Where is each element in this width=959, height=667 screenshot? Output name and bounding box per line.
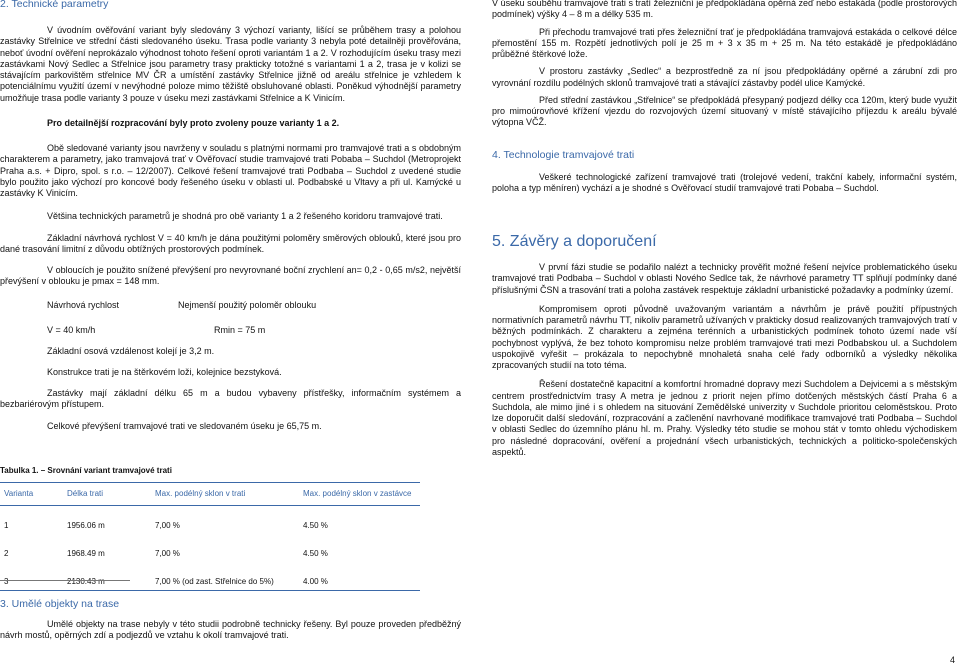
table-cell: 1968.49 m xyxy=(67,548,105,558)
table-cell: 7,00 % xyxy=(155,520,180,530)
table-header-cell: Varianta xyxy=(0,482,63,505)
table-cell: 4.50 % xyxy=(303,520,328,530)
paragraph: Kompromisem oproti původně uvažovaným variantám a návrhům je právě použití přípustných normativních parametrů návrhu TT, nikoliv parametrů užívaných v prakticky dosud realizovaných tramvajových tratí v běžných podmínkách. Z charakteru a zejména terénních a urbanistických podmínek tohoto území nade vší pochybnost vyplývá, že bez tohoto kompromisu nelze problém tramvajové trati mezi Podbabskou ul. a Suchdolem uspokojivě vyřešit – prokázala to nepochybně mnohaletá snaha celé řady odborníků a výsledky několika zpracovaných studií na toto téma. xyxy=(492,303,957,371)
section-heading-2: 2. Technické parametry xyxy=(0,0,109,10)
table-header-cell: Max. podélný sklon v zastávce xyxy=(299,482,420,505)
table-header-cell: Max. podélný sklon v trati xyxy=(151,482,299,505)
left-column xyxy=(0,0,461,591)
table-cell: 4.00 % xyxy=(299,574,420,591)
table-row xyxy=(0,518,420,534)
paragraph-bold: Pro detailnější rozpracování byly proto zvoleny pouze varianty 1 a 2. xyxy=(47,117,340,128)
paragraph: Při přechodu tramvajové trati přes železniční trať je předpokládána tramvajová estakáda o celkové délce přemostění 155 m. Rozpětí jednotlivých polí je 25 m + 3 x 35 m + 25 m. Na této estakádě je předpokládáno průběžné štěrkové lože. xyxy=(492,26,957,59)
table-header-cell: Délka trati xyxy=(63,482,151,505)
paragraph: V první fázi studie se podařilo nalézt a technicky prověřit možné řešení nejvíce problematického úseku tramvajové trati Podbaba – Suchdol v oblasti Nového Sedlce tak, že návrhové parametry TT splňují podmínky dané příslušnými ČSN a trasování trati a poloha zastávek respektuje základní urbanistické požadavky a podmínky území. xyxy=(492,262,957,295)
section-heading-3: 3. Umělé objekty na trase xyxy=(0,598,120,610)
table-header-row xyxy=(0,482,420,505)
paragraph: Řešení dostatečně kapacitní a komfortní hromadné dopravy mezi Suchdolem a Dejvicemi a s městským centrem prostřednictvím trasy A metra je jednou z priorit nejen přímo dotčených městských částí Praha 6 a Suchdola, ale mimo jiné i s ohledem na situování Zemědělské univerzity v Suchdole prioritou celoměstskou. Proto lze doporučit další sledování, rozpracování a začlenění navrhované modifikace tramvajové trati Podbaba – Suchdol v oblasti Sedlec do územního plánu hl. m. Prahy. Výsledky této studie se mohou stát v tomto ohledu východiskem pro následné dopracování, ověření a projednání všech urbanistických, technických a politicko-společenských aspektů. xyxy=(492,379,957,457)
table-cell: 3 xyxy=(0,574,63,591)
paragraph: Konstrukce trati je na štěrkovém loži, kolejnice bezstyková. xyxy=(47,366,282,377)
paragraph: Základní návrhová rychlost V = 40 km/h je dána použitými poloměry směrových oblouků, které jsou pro dané trasování limitní z důvodu obtížných prostorových podmínek. xyxy=(0,232,461,254)
table-cell: 4.50 % xyxy=(303,548,328,558)
param-label-radius: Nejmenší použitý poloměr oblouku xyxy=(178,299,317,310)
table-cell: 2 xyxy=(4,548,9,558)
paragraph: Celkové převýšení tramvajové trati ve sledovaném úseku je 65,75 m. xyxy=(47,420,322,431)
paragraph: V prostoru zastávky „Sedlec“ a bezprostředně za ní jsou předpokládány opěrné a zárubní zdi pro vyrovnání rozdílu podélných sklonů tramvajové trati a stávající zástavby podél ulice Kamýcké. xyxy=(492,66,957,88)
table-caption: Tabulka 1. – Srovnání variant tramvajové trati xyxy=(0,465,172,475)
page-number: 4 xyxy=(950,655,956,665)
param-value-speed: V = 40 km/h xyxy=(47,324,96,335)
paragraph: Základní osová vzdálenost kolejí je 3,2 m. xyxy=(47,345,215,356)
paragraph: V úseku souběhu tramvajové trati s tratí železniční je předpokládána opěrná zeď nebo estakáda (podle prostorových podmínek) výšky 4 – 8 m a délky 535 m. xyxy=(492,0,957,20)
param-label-speed: Návrhová rychlost xyxy=(47,299,120,310)
paragraph: Většina technických parametrů je shodná pro obě varianty 1 a 2 řešeného koridoru tramvajové trati. xyxy=(47,211,443,222)
table-cell: 1 xyxy=(4,520,9,530)
table-cell: 1956.06 m xyxy=(67,520,105,530)
section-heading-4: 4. Technologie tramvajové trati xyxy=(492,148,635,161)
paragraph: Obě sledované varianty jsou navrženy v souladu s platnými normami pro tramvajové trati a s obdobným charakterem a parametry, jako tramvajová trať v Ověřovací studie tramvajové trati Pobaba – Suchdol (Metroprojekt Praha a.s. + Dipro, spol. s r.o. – 12/2007). Celkové řešení tramvajové trati Podbaba – Suchdol z uvedené studie bylo použito jako výchozí pro koncové body řešeného úseku v oblasti ul. Podbabské u Vltavy a při ul. Kamýcké u zastávky K Vinicím. xyxy=(0,143,461,199)
section-3 xyxy=(0,600,461,642)
paragraph: Zastávky mají základní délku 65 m a budou vybaveny přístřešky, informačním systémem a bezbariérovým přístupem. xyxy=(0,388,461,410)
table-row xyxy=(0,546,420,562)
table-row xyxy=(0,574,420,591)
parameters-block xyxy=(47,300,461,338)
comparison-table xyxy=(0,482,420,591)
table-cell: 7,00 % (od zast. Střelnice do 5%) xyxy=(151,574,299,591)
paragraph: Veškeré technologické zařízení tramvajové trati (trolejové vedení, trakční kabely, informační systém, poloha a typ měníren) vychází a je shodné s Ověřovací studií tramvajové trati Pobaba – Suchdol. xyxy=(492,171,957,193)
paragraph: V úvodním ověřování variant byly sledovány 3 výchozí varianty, lišící se průběhem trasy a polohou zastávky Střelnice ve střední části sledovaného úseku. Trasa podle varianty 3 nebyla poté detailněji prověřována, neboť úvodní ověření neprokázalo výhodnost tohoto řešení oproti variantám 1 a 2. V rozhodujícím úseku trasy mezi zastávkami Nový Sedlec a Střelnice jsou parametry trasy prakticky totožné s variantami 1 a 2, trasa je v kolizi se stávajícím parkovištěm střelnice MV ČR a umístění zastávky Střelnice jižně od areálu střelnice je vzhledem k potenciálnímu využití území v nevýhodné poloze mimo těžiště obsluhované oblasti. Poněkud výhodnější parametry umožňuje trasa podle varianty 3 pouze v úseku mezi zastávkami Střelnice a K Vinicím. xyxy=(0,25,461,103)
paragraph: V obloucích je použito snížené převýšení pro nevyrovnané boční zrychlení an= 0,2 - 0,65 m/s2, největší převýšení v oblouku je pmax = 148 mm. xyxy=(0,265,461,287)
section-heading-5: 5. Závěry a doporučení xyxy=(492,233,657,251)
right-column xyxy=(492,0,957,458)
table-cell: 7,00 % xyxy=(155,548,180,558)
paragraph: Umělé objekty na trase nebyly v této studii podrobně technicky řešeny. Byl pouze proveden předběžný návrh mostů, opěrných zdí a podjezdů ve vztahu k okolí tramvajové trati. xyxy=(0,619,461,641)
footer-rule xyxy=(0,580,130,581)
paragraph: Před střední zastávkou „Střelnice“ se předpokládá přesypaný podjezd délky cca 120m, který bude využit pro mimoúrovňové křížení vjezdu do rozvojových území situovaný v místě stávajícího příjezdu k areálu bývalé výtopna VČŽ. xyxy=(492,94,957,128)
table-cell: 2130.43 m xyxy=(63,574,151,591)
param-value-radius: Rmin = 75 m xyxy=(214,324,266,335)
